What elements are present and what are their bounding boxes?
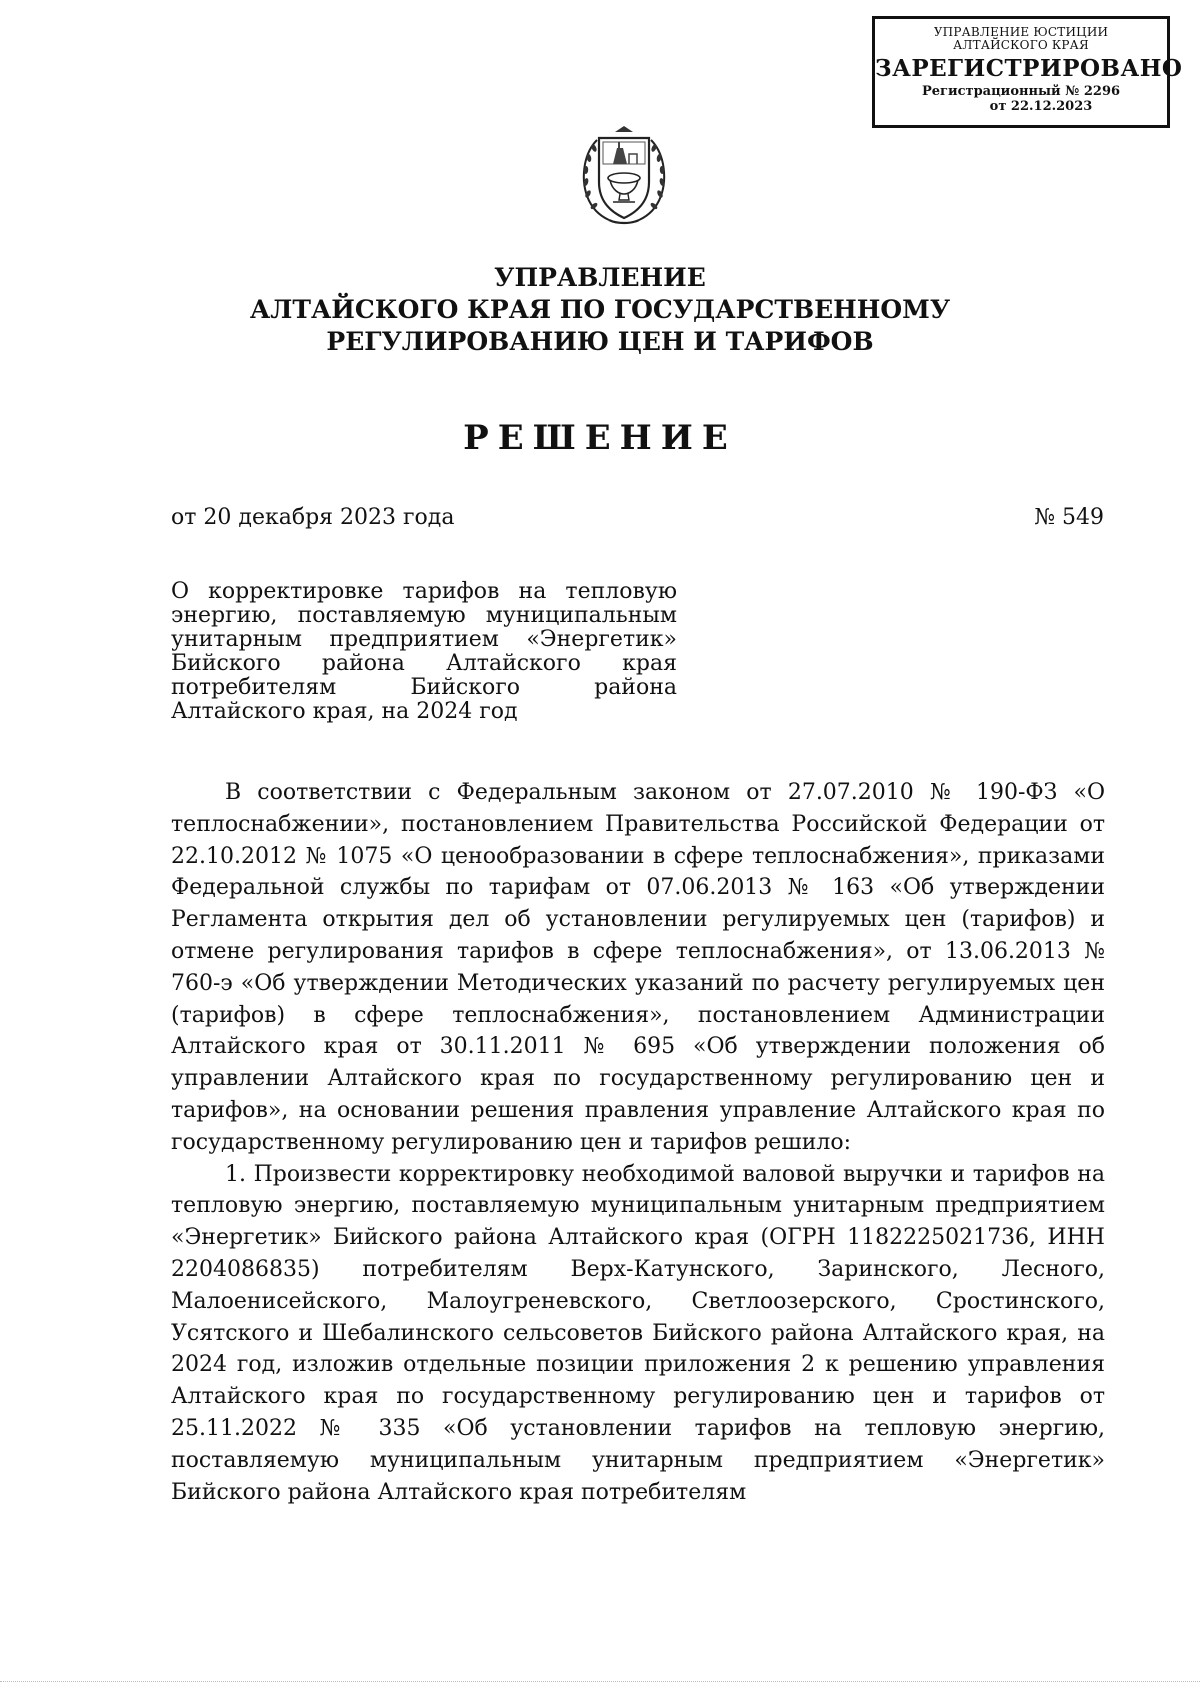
altai-krai-coat-of-arms-icon (579, 124, 669, 228)
stamp-reg-date: от 22.12.2023 (989, 99, 1093, 114)
stamp-org-line2: АЛТАЙСКОГО КРАЯ (953, 38, 1089, 52)
document-subject: О корректировке тарифов на тепловую энергию, поставляемую муниципальным унитарным предприятием «Энергетик» Бийского района Алтайского края потребителям Бийского района Алтайского края, на 2024 год (171, 579, 677, 724)
document-date: от 20 декабря 2023 года (171, 505, 455, 530)
page-bottom-edge (0, 1681, 1200, 1684)
document-number: № 549 (1034, 505, 1104, 530)
stamp-title: ЗАРЕГИСТРИРОВАНО (875, 55, 1183, 82)
stamp-org-line1: УПРАВЛЕНИЕ ЮСТИЦИИ (933, 25, 1109, 39)
registration-stamp (872, 16, 1183, 128)
document-body (171, 777, 1105, 1508)
org-title-line3: РЕГУЛИРОВАНИЮ ЦЕН И ТАРИФОВ (326, 327, 874, 356)
org-title-line2: АЛТАЙСКОГО КРАЯ ПО ГОСУДАРСТВЕННОМУ (249, 295, 951, 324)
org-title-line1: УПРАВЛЕНИЕ (494, 263, 706, 292)
stamp-reg-number: Регистрационный № 2296 (921, 84, 1121, 99)
document-kind-heading: РЕШЕНИЕ (463, 418, 737, 458)
stamp-organization (875, 26, 1167, 52)
body-paragraph-item-1: 1. Произвести корректировку необходимой валовой выручки и тарифов на тепловую энергию, поставляемую муниципальным унитарным предприятием «Энергетик» Бийского района Алтайского края (ОГРН 1182225021736, ИНН 2204086835) потребителям Верх-Катунского, Заринского, Лесного, Малоенисейского, Малоугреневского, Светлоозерского, Сростинского, Усятского и Шебалинского сельсоветов Бийского района Алтайского края, на 2024 год, изложив отдельные позиции приложения 2 к решению управления Алтайского края по государственному регулированию цен и тарифов от 25.11.2022 № 335 «Об установлении тарифов на тепловую энергию, поставляемую муниципальным унитарным предприятием «Энергетик» Бийского района Алтайского края потребителям (171, 1161, 1105, 1505)
organization-title (0, 262, 1200, 358)
stamp-registration (875, 84, 1167, 114)
body-paragraph-preamble: В соответствии с Федеральным законом от 27.07.2010 № 190-ФЗ «О теплоснабжении», постановлением Правительства Российской Федерации от 22.10.2012 № 1075 «О ценообразовании в сфере теплоснабжения», приказами Федеральной службы по тарифам от 07.06.2013 № 163 «Об утверждении Регламента открытия дел об установлении регулируемых цен (тарифов) и отмене регулирования тарифов в сфере теплоснабжения», от 13.06.2013 № 760-э «Об утверждении Методических указаний по расчету регулируемых цен (тарифов) в сфере теплоснабжения», постановлением Администрации Алтайского края от 30.11.2011 № 695 «Об утверждении положения об управлении Алтайского края по государственному регулированию цен и тарифов», на основании решения правления управление Алтайского края по государственному регулированию цен и тарифов решило: (171, 780, 1105, 1155)
